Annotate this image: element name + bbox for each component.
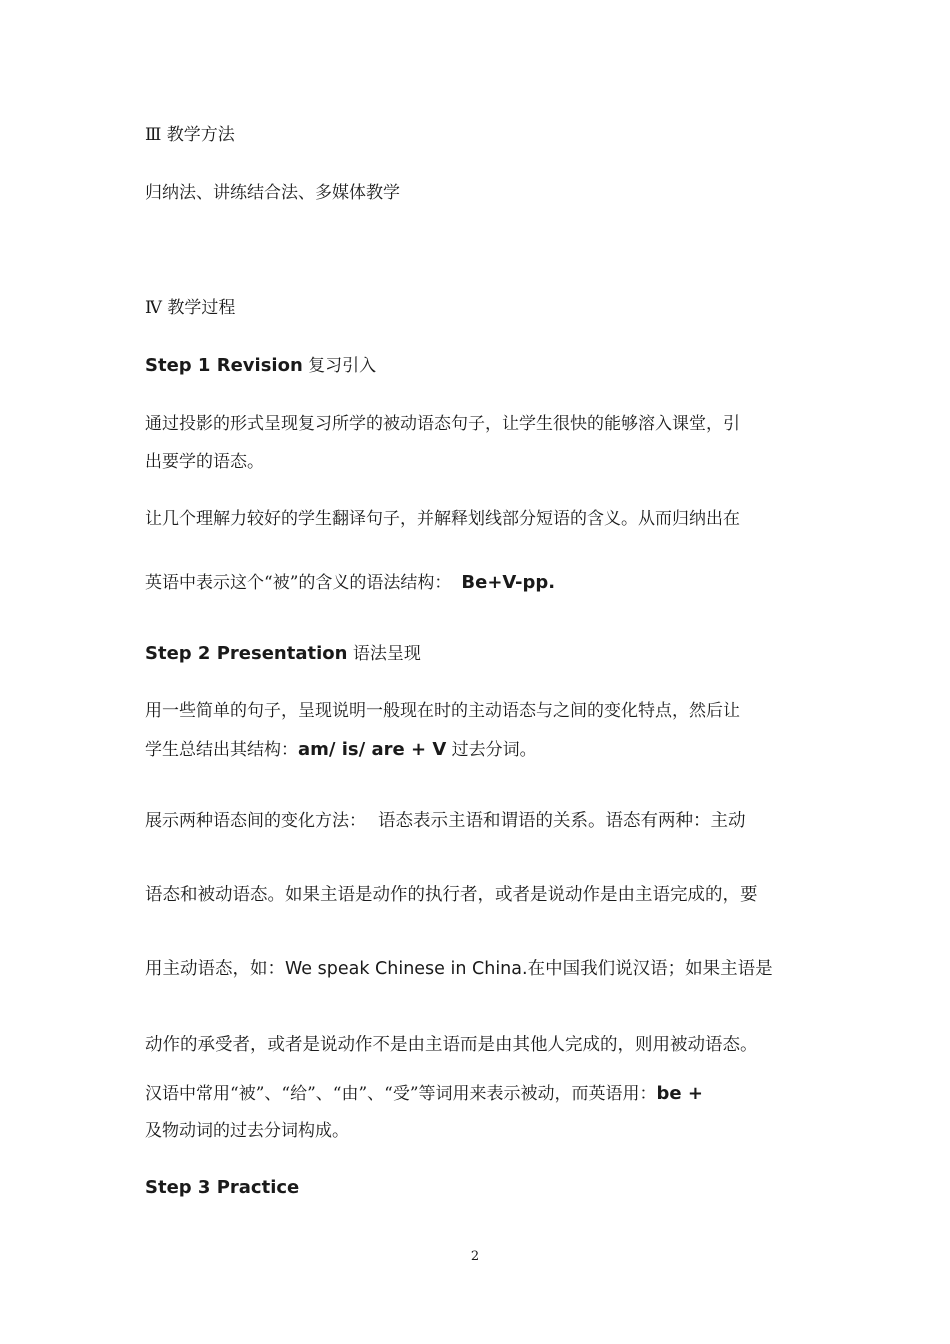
step-2-paragraph-3-line-2: 及物动词的过去分词构成。	[145, 1121, 349, 1141]
step-3-heading	[145, 1179, 299, 1197]
step-2-title-cn: 语法呈现	[347, 644, 421, 664]
section-3-heading: Ⅲ 教学方法	[145, 125, 235, 145]
structure-formula: am/ is/ are + V	[298, 739, 447, 760]
voice-explanation-1: 语态表示主语和谓语的关系。语态有两种：主动	[378, 811, 746, 831]
voice-explanation-3: 用主动语态，如：We speak Chinese in China.在中国我们说汉语；如果主语是	[145, 959, 773, 979]
grammar-formula: Be+V-pp.	[461, 572, 556, 593]
page-number: 2	[470, 1249, 480, 1264]
transform-method-label: 展示两种语态间的变化方法：	[145, 811, 366, 831]
structure-suffix: 过去分词。	[446, 740, 537, 760]
step-1-title-en: Step 1 Revision	[145, 355, 303, 376]
step-1-paragraph-2-line-1: 让几个理解力较好的学生翻译句子，并解释划线部分短语的含义。从而归纳出在	[145, 509, 740, 529]
step-2-paragraph-1-line-2	[145, 741, 537, 759]
section-4-heading: Ⅳ 教学过程	[145, 298, 236, 318]
step-1-paragraph-1-line-2: 出要学的语态。	[145, 452, 264, 472]
step-1-paragraph-1-line-1: 通过投影的形式呈现复习所学的被动语态句子，让学生很快的能够溶入课堂，引	[145, 414, 740, 434]
voice-explanation-4: 动作的承受者，或者是说动作不是由主语而是由其他人完成的，则用被动语态。	[145, 1035, 758, 1055]
step-1-title-cn: 复习引入	[302, 356, 377, 376]
step-2-title-en: Step 2 Presentation	[145, 643, 348, 664]
chinese-passive-text: 汉语中常用“被”、“给”、“由”、“受”等词用来表示被动，而英语用：	[145, 1084, 657, 1104]
step-1-paragraph-2-line-2	[145, 574, 555, 592]
voice-explanation-2: 语态和被动语态。如果主语是动作的执行者，或者是说动作是由主语完成的，要	[145, 885, 758, 905]
step-2-paragraph-3-line-1	[145, 1085, 703, 1103]
grammar-structure-label: 英语中表示这个“被”的含义的语法结构：	[145, 573, 452, 593]
step-1-heading	[145, 357, 376, 375]
step-2-paragraph-1-line-1: 用一些简单的句子，呈现说明一般现在时的主动语态与之间的变化特点，然后让	[145, 701, 740, 721]
structure-label: 学生总结出其结构：	[145, 740, 298, 760]
step-2-heading	[145, 645, 421, 663]
step-2-paragraph-2-line-1	[145, 813, 746, 831]
step-3-title-en: Step 3 Practice	[145, 1177, 300, 1198]
be-formula: be +	[656, 1083, 703, 1104]
teaching-methods-text: 归纳法、讲练结合法、多媒体教学	[145, 183, 400, 203]
